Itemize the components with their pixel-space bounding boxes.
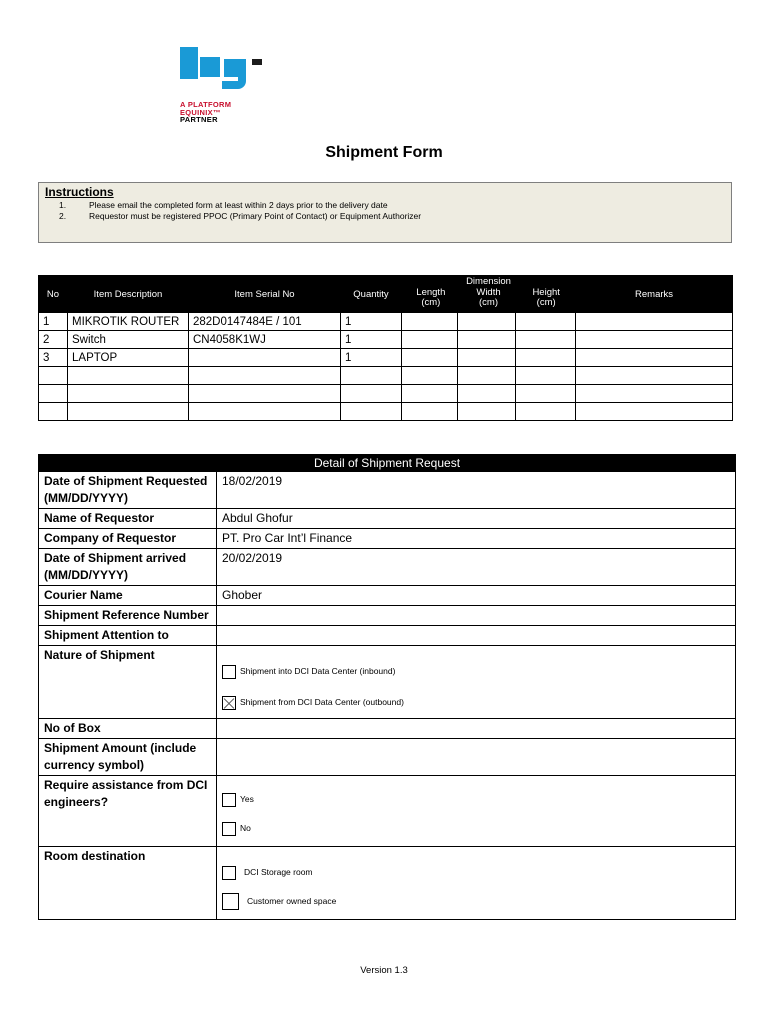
company-label: Company of Requestor (39, 529, 217, 549)
nature-options (217, 646, 736, 719)
assist-options (217, 776, 736, 847)
option-storage-room-label: DCI Storage room (244, 867, 313, 877)
detail-row-courier (39, 586, 736, 606)
room-label: Room destination (39, 847, 217, 920)
instructions-heading: Instructions (45, 185, 114, 199)
cell-height[interactable] (516, 403, 576, 421)
checkbox-outbound[interactable] (222, 696, 236, 710)
detail-row-assist (39, 776, 736, 847)
cell-no[interactable] (39, 385, 68, 403)
option-yes-label: Yes (240, 794, 254, 804)
detail-row-date-requested (39, 472, 736, 509)
cell-height[interactable] (516, 385, 576, 403)
option-no[interactable] (222, 820, 730, 837)
cell-quantity[interactable]: 1 (341, 331, 402, 349)
cell-remarks[interactable] (576, 367, 733, 385)
checkbox-customer-space[interactable] (222, 893, 239, 910)
option-customer-space[interactable] (222, 893, 730, 910)
col-header-serial: Item Serial No (189, 276, 341, 313)
requestor-field[interactable]: Abdul Ghofur (217, 509, 736, 529)
cell-description[interactable]: Switch (68, 331, 189, 349)
cell-description[interactable]: LAPTOP (68, 349, 189, 367)
cell-height[interactable] (516, 331, 576, 349)
details-heading: Detail of Shipment Request (39, 455, 736, 472)
cell-length[interactable] (402, 313, 458, 331)
detail-row-attention (39, 626, 736, 646)
cell-serial[interactable] (189, 385, 341, 403)
checkbox-storage-room[interactable] (222, 866, 236, 880)
detail-row-room (39, 847, 736, 920)
amount-label: Shipment Amount (include currency symbol) (39, 739, 217, 776)
cell-height[interactable] (516, 367, 576, 385)
cell-width[interactable] (458, 349, 516, 367)
option-inbound-label: Shipment into DCI Data Center (inbound) (240, 666, 396, 676)
table-row (39, 349, 733, 367)
cell-serial[interactable] (189, 403, 341, 421)
option-inbound[interactable] (222, 663, 730, 680)
assist-label: Require assistance from DCI engineers? (39, 776, 217, 847)
cell-no[interactable] (39, 367, 68, 385)
col-header-height: Height (cm) (532, 287, 560, 308)
cell-remarks[interactable] (576, 313, 733, 331)
cell-serial[interactable]: CN4058K1WJ (189, 331, 341, 349)
cell-no[interactable]: 2 (39, 331, 68, 349)
cell-description[interactable] (68, 403, 189, 421)
table-row (39, 385, 733, 403)
boxes-field[interactable] (217, 719, 736, 739)
instruction-item: 1. Please email the completed form at least within 2 days prior to the delivery date (59, 200, 388, 210)
instruction-item: 2. Requestor must be registered PPOC (Primary Point of Contact) or Equipment Authorizer (59, 211, 422, 221)
col-header-dimension (402, 276, 576, 313)
col-header-length: Length (cm) (416, 287, 446, 308)
company-field[interactable]: PT. Pro Car Int’l Finance (217, 529, 736, 549)
shipment-details-table (38, 454, 736, 920)
option-outbound[interactable] (222, 694, 730, 711)
col-header-width: Width (cm) (476, 287, 501, 308)
table-row (39, 331, 733, 349)
date-arrived-field[interactable]: 20/02/2019 (217, 549, 736, 586)
logo-tagline-line2: EQUINIX™ (180, 107, 221, 117)
cell-length[interactable] (402, 367, 458, 385)
option-no-label: No (240, 823, 251, 833)
date-requested-field[interactable]: 18/02/2019 (217, 472, 736, 509)
reference-label: Shipment Reference Number (39, 606, 217, 626)
instructions-box (38, 182, 732, 243)
cell-width[interactable] (458, 313, 516, 331)
instructions-list (59, 200, 421, 222)
page-title: Shipment Form (325, 144, 443, 161)
col-header-description: Item Description (68, 276, 189, 313)
cell-remarks[interactable] (576, 385, 733, 403)
cell-height[interactable] (516, 313, 576, 331)
logo-tagline (180, 101, 231, 124)
cell-no[interactable]: 1 (39, 313, 68, 331)
cell-quantity[interactable] (341, 403, 402, 421)
option-yes[interactable] (222, 791, 730, 808)
attention-field[interactable] (217, 626, 736, 646)
detail-row-company (39, 529, 736, 549)
detail-row-requestor (39, 509, 736, 529)
cell-width[interactable] (458, 331, 516, 349)
cell-height[interactable] (516, 349, 576, 367)
checkbox-yes[interactable] (222, 793, 236, 807)
cell-quantity[interactable] (341, 367, 402, 385)
checkbox-inbound[interactable] (222, 665, 236, 679)
cell-width[interactable] (458, 385, 516, 403)
cell-description[interactable] (68, 385, 189, 403)
requestor-label: Name of Requestor (39, 509, 217, 529)
cell-length[interactable] (402, 385, 458, 403)
col-header-quantity: Quantity (341, 276, 402, 313)
detail-row-boxes (39, 719, 736, 739)
dimension-label: Dimension (466, 276, 511, 287)
detail-row-reference (39, 606, 736, 626)
col-header-no: No (39, 276, 68, 313)
cell-quantity[interactable]: 1 (341, 313, 402, 331)
cell-quantity[interactable] (341, 385, 402, 403)
courier-field[interactable]: Ghober (217, 586, 736, 606)
cell-length[interactable] (402, 349, 458, 367)
cell-serial[interactable] (189, 367, 341, 385)
table-row (39, 403, 733, 421)
cell-width[interactable] (458, 367, 516, 385)
cell-remarks[interactable] (576, 349, 733, 367)
logo-mark-icon (180, 45, 270, 101)
boxes-label: No of Box (39, 719, 217, 739)
cell-no[interactable]: 3 (39, 349, 68, 367)
detail-row-date-arrived (39, 549, 736, 586)
table-row (39, 367, 733, 385)
date-requested-label: Date of Shipment Requested (MM/DD/YYYY) (39, 472, 217, 509)
option-storage-room[interactable] (222, 864, 730, 881)
cell-length[interactable] (402, 403, 458, 421)
logo-tagline-line3: PARTNER (180, 115, 218, 124)
courier-label: Courier Name (39, 586, 217, 606)
cell-length[interactable] (402, 331, 458, 349)
cell-remarks[interactable] (576, 331, 733, 349)
detail-row-nature (39, 646, 736, 719)
table-row (39, 313, 733, 331)
cell-serial[interactable] (189, 349, 341, 367)
logo-tagline-line1: A PLATFORM (180, 100, 232, 109)
col-header-remarks: Remarks (576, 276, 733, 313)
date-arrived-label: Date of Shipment arrived (MM/DD/YYYY) (39, 549, 217, 586)
cell-width[interactable] (458, 403, 516, 421)
items-table (38, 275, 733, 421)
room-options (217, 847, 736, 920)
cell-description[interactable]: MIKROTIK ROUTER (68, 313, 189, 331)
items-header-row (39, 276, 733, 313)
cell-no[interactable] (39, 403, 68, 421)
option-customer-space-label: Customer owned space (247, 896, 337, 906)
attention-label: Shipment Attention to (39, 626, 217, 646)
amount-field[interactable] (217, 739, 736, 776)
reference-field[interactable] (217, 606, 736, 626)
cell-description[interactable] (68, 367, 189, 385)
version-label: Version 1.3 (360, 965, 408, 976)
cell-serial[interactable]: 282D0147484E / 101 (189, 313, 341, 331)
checkbox-no[interactable] (222, 822, 236, 836)
cell-remarks[interactable] (576, 403, 733, 421)
nature-label: Nature of Shipment (39, 646, 217, 719)
option-outbound-label: Shipment from DCI Data Center (outbound) (240, 697, 404, 707)
cell-quantity[interactable]: 1 (341, 349, 402, 367)
detail-row-amount (39, 739, 736, 776)
